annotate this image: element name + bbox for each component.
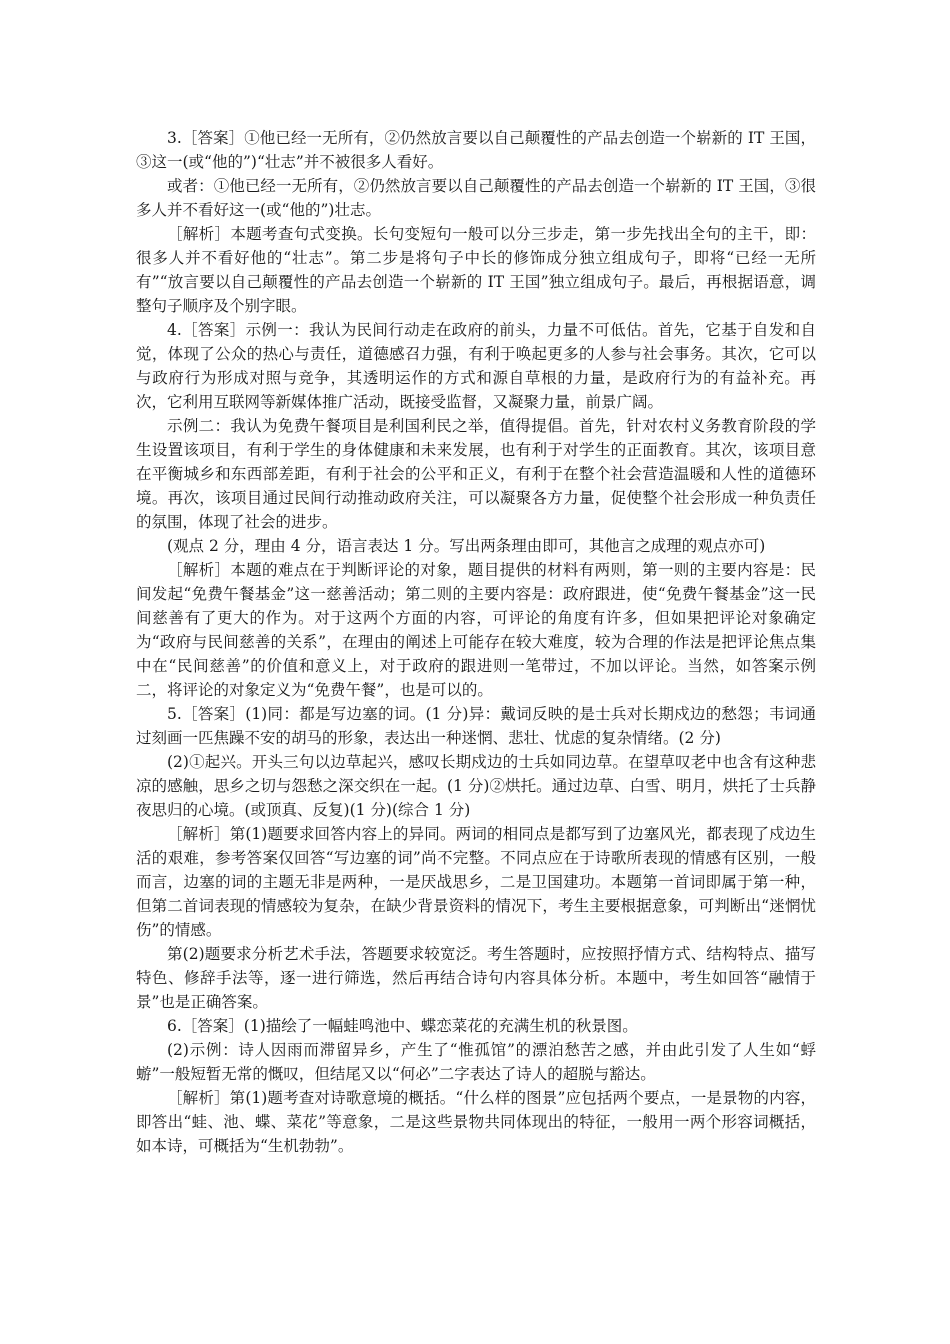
q4-analysis: ［解析］本题的难点在于判断评论的对象，题目提供的材料有两则，第一则的主要内容是：民间发起“免费午餐基金”这一慈善活动；第二则的主要内容是：政府跟进，使“免费午餐基金”这一民间慈善有了更大的作为。对于这两个方面的内容，可评论的角度有许多，但如果把评论对象确定为“政府与民间慈善的关系”，在理由的阐述上可能存在较大难度，较为合理的作法是把评论焦点集中在“民间慈善”的价值和意义上，对于政府的跟进则一笔带过，不加以评论。当然，如答案示例二，将评论的对象定义为“免费午餐”，也是可以的。 — [136, 561, 816, 699]
q6-analysis: ［解析］第(1)题考查对诗歌意境的概括。“什么样的图景”应包括两个要点，一是景物的内容，即答出“蛙、池、蝶、菜花”等意象，二是这些景物共同体现出的特征，一般用一两个形容词概括，如本诗，可概括为“生机勃勃”。 — [136, 1089, 816, 1155]
q6-answer-2: (2)示例：诗人因雨而滞留异乡，产生了“惟孤馆”的漂泊愁苦之感，并由此引发了人生如“蜉蝣”一般短暂无常的慨叹，但结尾又以“何必”二字表达了诗人的超脱与豁达。 — [136, 1041, 816, 1083]
q5-analysis-2: 第(2)题要求分析艺术手法，答题要求较宽泛。考生答题时，应按照抒情方式、结构特点、描写特色、修辞手法等，逐一进行筛选，然后再结合诗句内容具体分析。本题中，考生如回答“融情于景”也是正确答案。 — [136, 945, 816, 1011]
q3-answer: 3.［答案］①他已经一无所有，②仍然放言要以自己颠覆性的产品去创造一个崭新的 IT 王国，③这一(或“他的”)“壮志”并不被很多人看好。 — [136, 129, 816, 171]
q5-analysis-1: ［解析］第(1)题要求回答内容上的异同。两词的相同点是都写到了边塞风光，都表现了戍边生活的艰难，参考答案仅回答“写边塞的词”尚不完整。不同点应在于诗歌所表现的情感有区别，一般而言，边塞的词的主题无非是两种，一是厌战思乡，二是卫国建功。本题第一首词即属于第一种，但第二首词表现的情感较为复杂，在缺少背景资料的情况下，考生主要根据意象，可判断出“迷惘忧伤”的情感。 — [136, 825, 816, 939]
answer-page — [136, 126, 816, 1158]
q3-analysis: ［解析］本题考查句式变换。长句变短句一般可以分三步走，第一步先找出全句的主干，即：很多人并不看好他的“壮志”。第二步是将句子中长的修饰成分独立组成句子，即将“已经一无所有”“放言要以自己颠覆性的产品去创造一个崭新的 IT 王国”独立组成句子。最后，再根据语意，调整句子顺序及个别字眼。 — [136, 225, 816, 315]
q5-answer-2: (2)①起兴。开头三句以边草起兴，感叹长期戍边的士兵如同边草。在望草叹老中也含有这种悲凉的感触，思乡之切与怨愁之深交织在一起。(1 分)②烘托。通过边草、白雪、明月，烘托了士兵静夜思归的心境。(或顶真、反复)(1 分)(综合 1 分) — [136, 753, 816, 819]
q6-answer-1: 6.［答案］(1)描绘了一幅蛙鸣池中、蝶恋菜花的充满生机的秋景图。 — [167, 1017, 638, 1035]
q3-alternative: 或者：①他已经一无所有，②仍然放言要以自己颠覆性的产品去创造一个崭新的 IT 王国，③很多人并不看好这一(或“他的”)壮志。 — [136, 177, 816, 219]
q4-answer-example-2: 示例二：我认为免费午餐项目是利国利民之举，值得提倡。首先，针对农村义务教育阶段的学生设置该项目，有利于学生的身体健康和未来发展，也有利于对学生的正面教育。其次，该项目意在平衡城乡和东西部差距，有利于社会的公平和正义，有利于在整个社会营造温暖和人性的道德环境。再次，该项目通过民间行动推动政府关注，可以凝聚各方力量，促使整个社会形成一种负责任的氛围，体现了社会的进步。 — [136, 417, 816, 531]
q5-answer-1: 5.［答案］(1)同：都是写边塞的词。(1 分)异：戴词反映的是士兵对长期戍边的愁怨；韦词通过刻画一匹焦躁不安的胡马的形象，表达出一种迷惘、悲壮、忧虑的复杂情绪。(2 分) — [136, 705, 816, 747]
q4-scoring: (观点 2 分，理由 4 分，语言表达 1 分。写出两条理由即可，其他言之成理的观点亦可) — [167, 537, 766, 555]
q4-answer-example-1: 4.［答案］示例一：我认为民间行动走在政府的前头，力量不可低估。首先，它基于自发和自觉，体现了公众的热心与责任，道德感召力强，有利于唤起更多的人参与社会事务。其次，它可以与政府行为形成对照与竞争，其透明运作的方式和源自草根的力量，是政府行为的有益补充。再次，它利用互联网等新媒体推广活动，既接受监督，又凝聚力量，前景广阔。 — [136, 321, 816, 411]
